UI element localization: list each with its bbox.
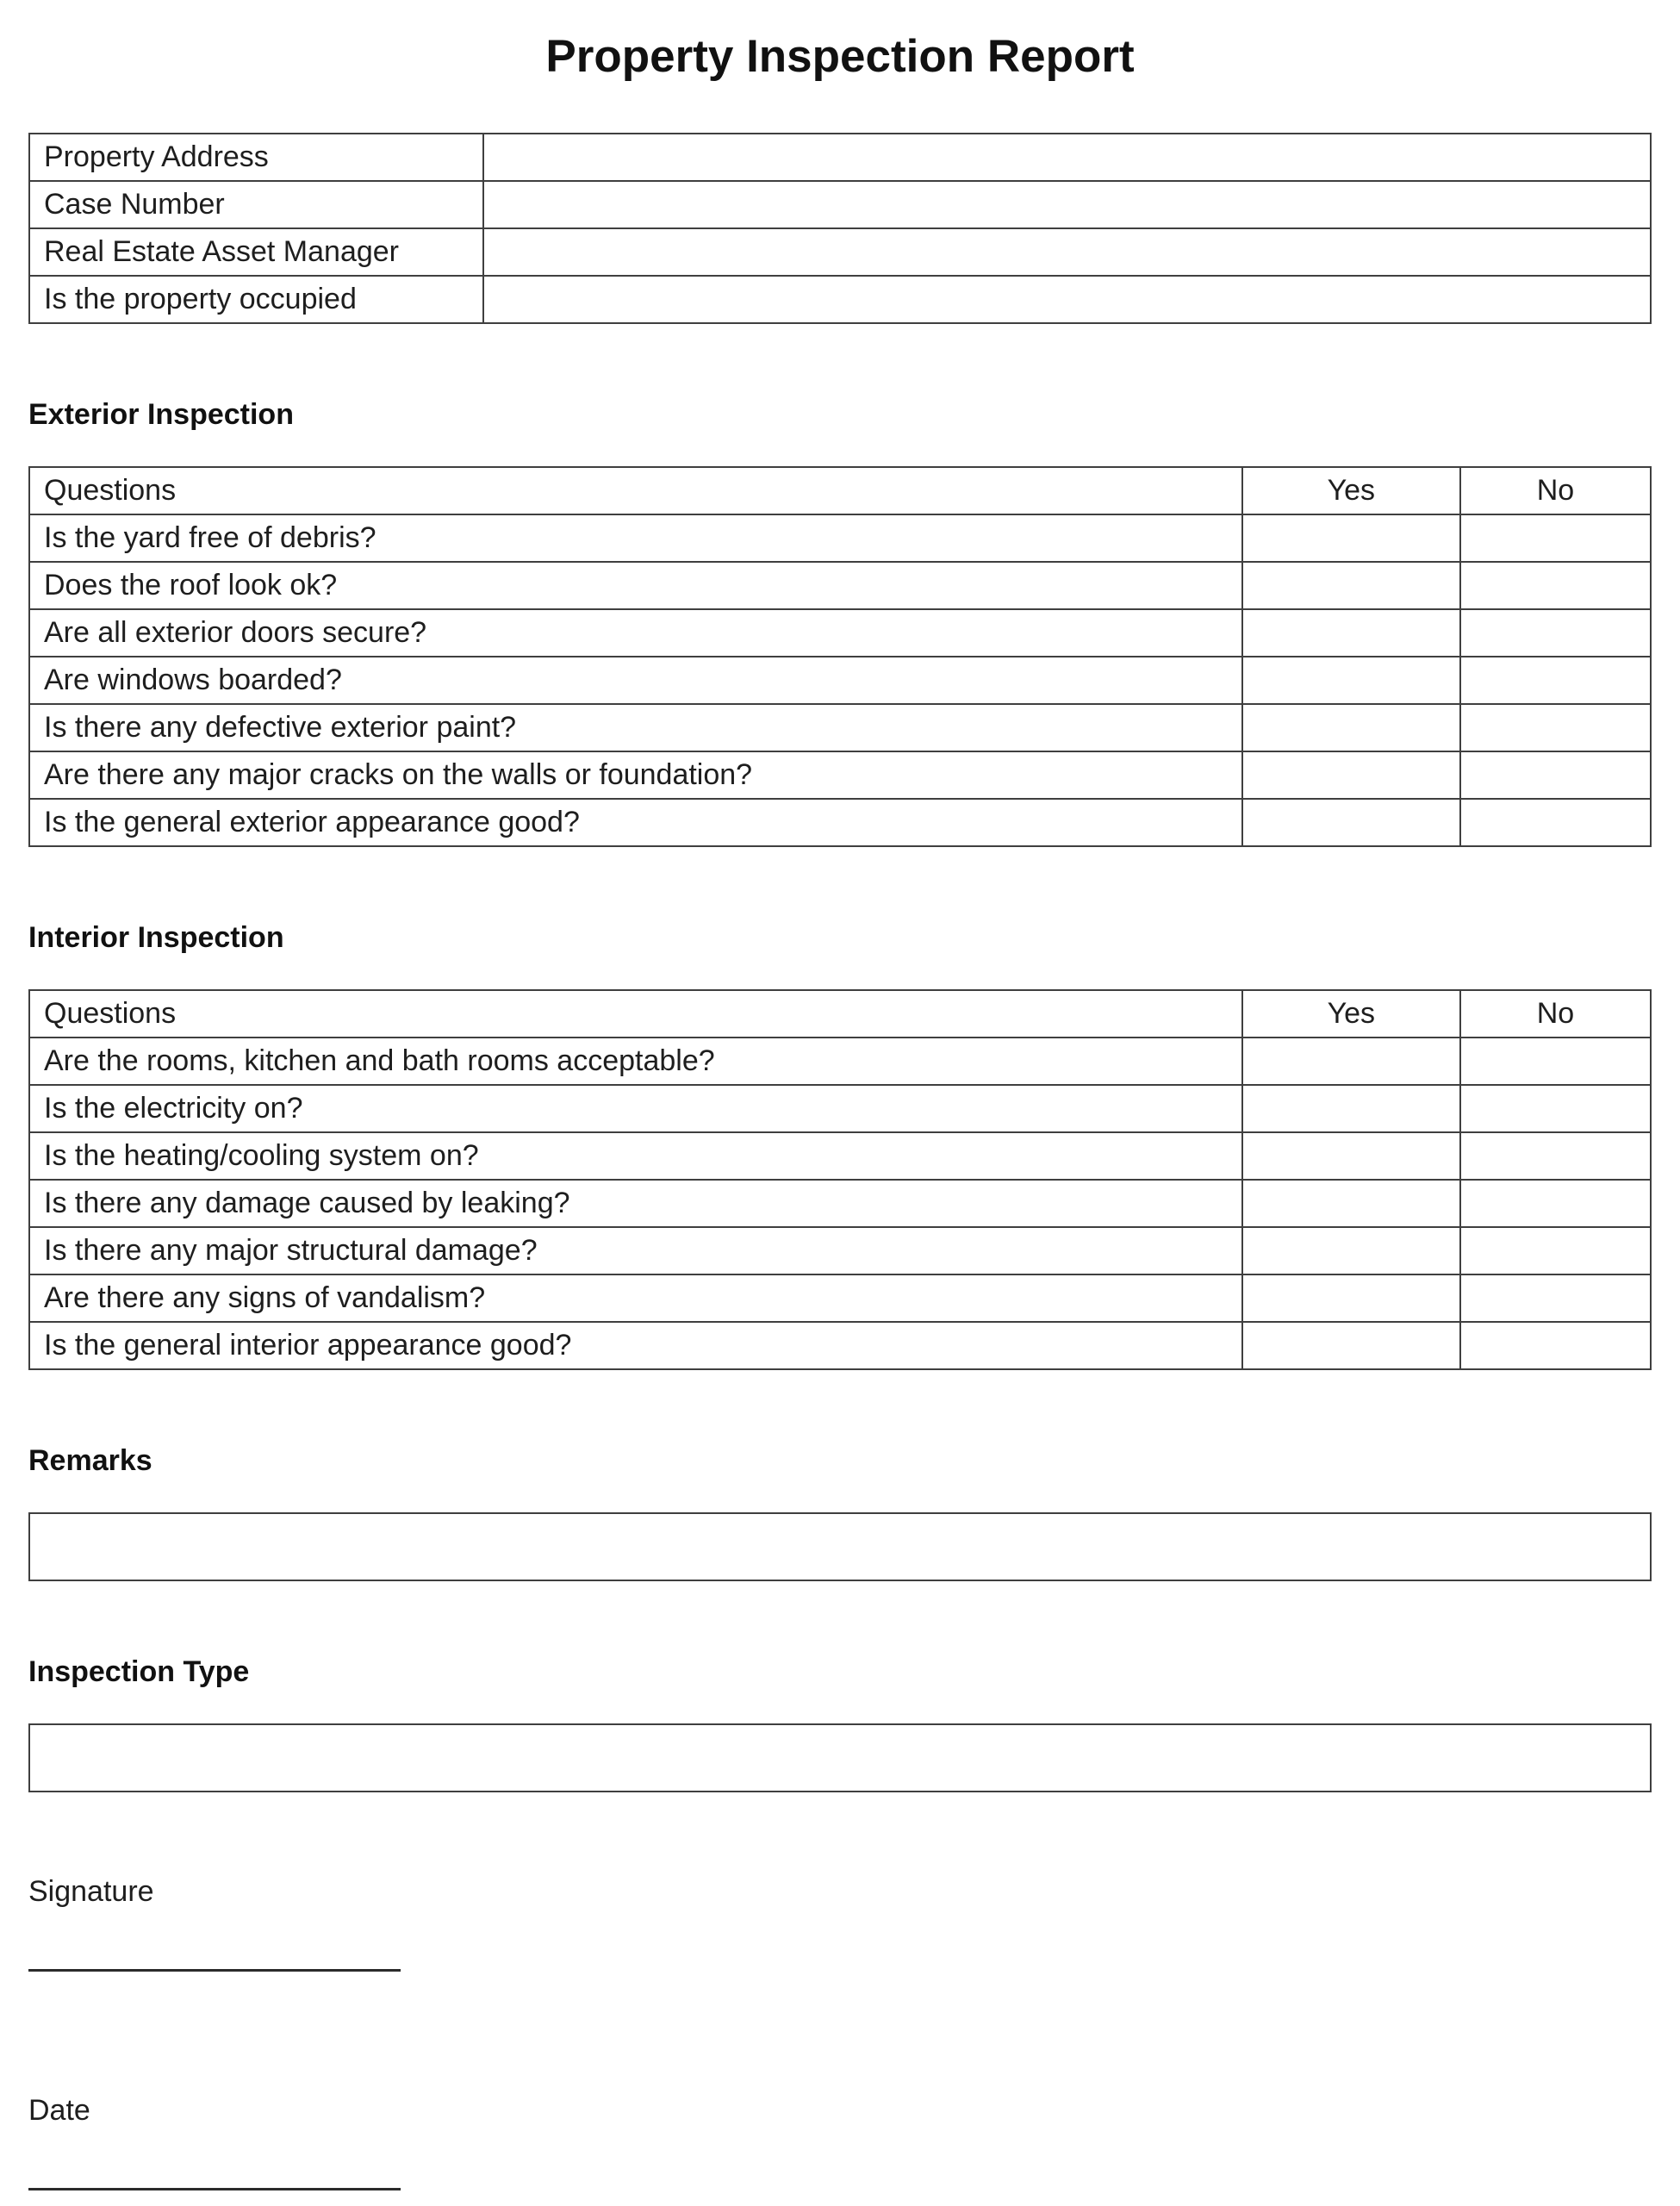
inspection-type-input[interactable] — [28, 1723, 1652, 1792]
remarks-heading: Remarks — [28, 1443, 152, 1477]
column-header-questions: Questions — [29, 467, 1242, 514]
question-cell: Is there any damage caused by leaking? — [29, 1180, 1242, 1227]
section-heading-exterior: Exterior Inspection — [28, 397, 294, 431]
date-label: Date — [28, 2094, 90, 2128]
yes-cell[interactable] — [1242, 562, 1460, 609]
page-title: Property Inspection Report — [545, 31, 1135, 82]
yes-cell[interactable] — [1242, 751, 1460, 799]
no-cell[interactable] — [1460, 657, 1651, 704]
table-row — [29, 1085, 1651, 1132]
info-value-field[interactable] — [483, 228, 1651, 276]
info-label: Real Estate Asset Manager — [29, 228, 483, 276]
no-cell[interactable] — [1460, 751, 1651, 799]
table-row — [29, 134, 1651, 181]
table-row — [29, 799, 1651, 846]
table-row — [29, 228, 1651, 276]
no-cell[interactable] — [1460, 704, 1651, 751]
remarks-input[interactable] — [28, 1512, 1652, 1581]
question-cell: Does the roof look ok? — [29, 562, 1242, 609]
signature-line[interactable] — [28, 1969, 401, 1972]
no-cell[interactable] — [1460, 1132, 1651, 1180]
yes-cell[interactable] — [1242, 609, 1460, 657]
table-row — [29, 1180, 1651, 1227]
yes-cell[interactable] — [1242, 1227, 1460, 1274]
question-cell: Is the yard free of debris? — [29, 514, 1242, 562]
table-header-row — [29, 990, 1651, 1038]
table-row — [29, 1322, 1651, 1369]
section-heading-interior: Interior Inspection — [28, 920, 284, 954]
question-cell: Are all exterior doors secure? — [29, 609, 1242, 657]
column-header-no: No — [1460, 990, 1651, 1038]
yes-cell[interactable] — [1242, 1132, 1460, 1180]
no-cell[interactable] — [1460, 799, 1651, 846]
question-cell: Are the rooms, kitchen and bath rooms acceptable? — [29, 1038, 1242, 1085]
yes-cell[interactable] — [1242, 657, 1460, 704]
table-row — [29, 1227, 1651, 1274]
column-header-no: No — [1460, 467, 1651, 514]
signature-label: Signature — [28, 1874, 154, 1908]
table-row — [29, 1132, 1651, 1180]
question-cell: Are windows boarded? — [29, 657, 1242, 704]
yes-cell[interactable] — [1242, 514, 1460, 562]
no-cell[interactable] — [1460, 562, 1651, 609]
table-header-row — [29, 467, 1651, 514]
column-header-questions: Questions — [29, 990, 1242, 1038]
table-row — [29, 751, 1651, 799]
table-row — [29, 1274, 1651, 1322]
yes-cell[interactable] — [1242, 799, 1460, 846]
question-cell: Is there any major structural damage? — [29, 1227, 1242, 1274]
table-row — [29, 1038, 1651, 1085]
no-cell[interactable] — [1460, 514, 1651, 562]
column-header-yes: Yes — [1242, 467, 1460, 514]
date-line[interactable] — [28, 2188, 401, 2190]
no-cell[interactable] — [1460, 1322, 1651, 1369]
yes-cell[interactable] — [1242, 1322, 1460, 1369]
interior-table — [28, 989, 1652, 1370]
question-cell: Is the heating/cooling system on? — [29, 1132, 1242, 1180]
question-cell: Is the electricity on? — [29, 1085, 1242, 1132]
yes-cell[interactable] — [1242, 1038, 1460, 1085]
no-cell[interactable] — [1460, 1085, 1651, 1132]
info-label: Property Address — [29, 134, 483, 181]
info-table — [28, 133, 1652, 324]
column-header-yes: Yes — [1242, 990, 1460, 1038]
no-cell[interactable] — [1460, 1180, 1651, 1227]
info-value-field[interactable] — [483, 181, 1651, 228]
question-cell: Are there any major cracks on the walls or foundation? — [29, 751, 1242, 799]
table-row — [29, 562, 1651, 609]
info-value-field[interactable] — [483, 134, 1651, 181]
table-row — [29, 514, 1651, 562]
no-cell[interactable] — [1460, 1274, 1651, 1322]
no-cell[interactable] — [1460, 1227, 1651, 1274]
table-row — [29, 704, 1651, 751]
info-value-field[interactable] — [483, 276, 1651, 323]
question-cell: Is the general exterior appearance good? — [29, 799, 1242, 846]
yes-cell[interactable] — [1242, 1085, 1460, 1132]
table-row — [29, 657, 1651, 704]
info-label: Case Number — [29, 181, 483, 228]
exterior-table — [28, 466, 1652, 847]
yes-cell[interactable] — [1242, 1180, 1460, 1227]
no-cell[interactable] — [1460, 609, 1651, 657]
table-row — [29, 276, 1651, 323]
question-cell: Is the general interior appearance good? — [29, 1322, 1242, 1369]
no-cell[interactable] — [1460, 1038, 1651, 1085]
inspection-type-heading: Inspection Type — [28, 1654, 250, 1688]
yes-cell[interactable] — [1242, 1274, 1460, 1322]
question-cell: Is there any defective exterior paint? — [29, 704, 1242, 751]
question-cell: Are there any signs of vandalism? — [29, 1274, 1242, 1322]
info-label: Is the property occupied — [29, 276, 483, 323]
table-row — [29, 181, 1651, 228]
yes-cell[interactable] — [1242, 704, 1460, 751]
table-row — [29, 609, 1651, 657]
